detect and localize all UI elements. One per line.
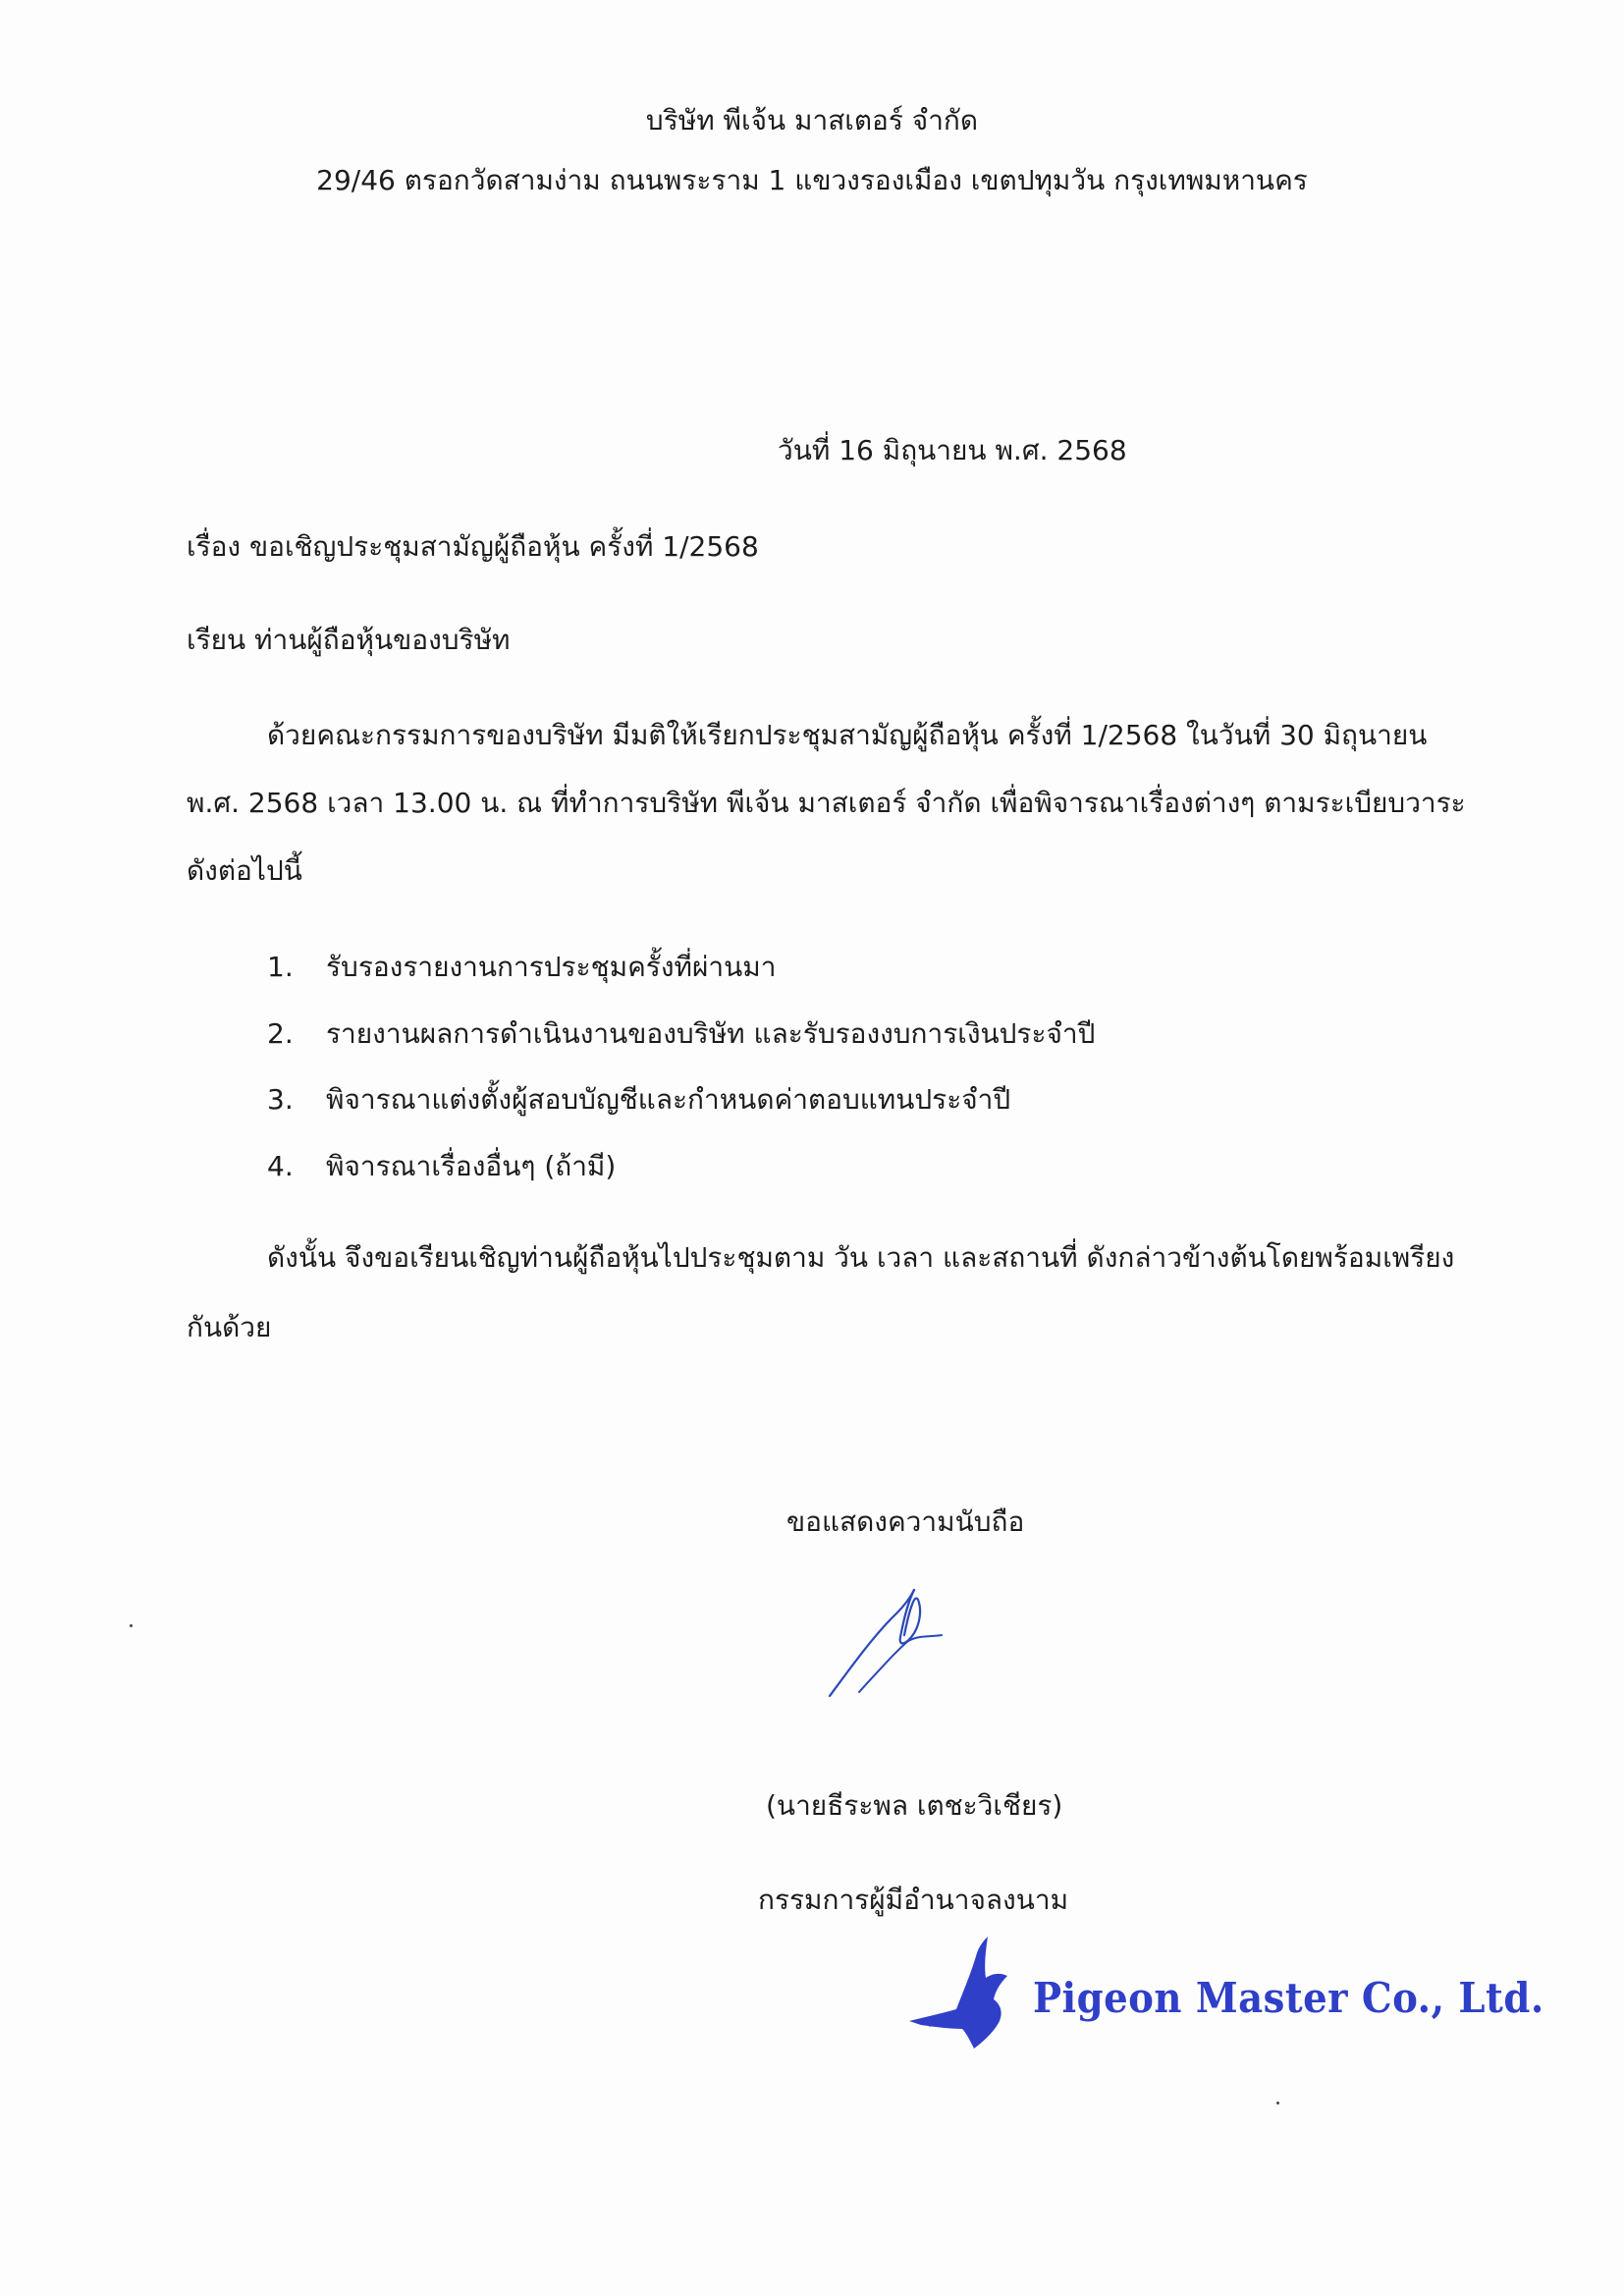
scan-speck [1276,2102,1279,2105]
company-address: 29/46 ตรอกวัดสามง่าม ถนนพระราม 1 แขวงรองเมือง เขตปทุมวัน กรุงเทพมหานคร [316,164,1308,196]
closing-line: ดังนั้น จึงขอเรียนเชิญท่านผู้ถือหุ้นไปประชุมตาม วัน เวลา และสถานที่ ดังกล่าวข้างต้นโดยพร้อมเพรียง [267,1241,1455,1274]
body-line: พ.ศ. 2568 เวลา 13.00 น. ณ ที่ทำการบริษัท พีเจ้น มาสเตอร์ จำกัด เพื่อพิจารณาเรื่องต่างๆ ตามระเบียบวาระ [187,787,1466,819]
agenda-item-number: 2. [267,1017,294,1050]
agenda-item-text: รายงานผลการดำเนินงานของบริษัท และรับรองงบการเงินประจำปี [326,1017,1096,1050]
agenda-item-text: รับรองรายงานการประชุมครั้งที่ผ่านมา [326,951,777,983]
company-logo [905,1935,1544,2062]
pigeon-icon [905,1935,1033,2062]
letter-subject: เรื่อง ขอเชิญประชุมสามัญผู้ถือหุ้น ครั้งที่ 1/2568 [187,530,759,563]
body-line: ด้วยคณะกรรมการของบริษัท มีมติให้เรียกประชุมสามัญผู้ถือหุ้น ครั้งที่ 1/2568 ในวันที่ 30 มิถุนายน [267,719,1428,751]
body-line: ดังต่อไปนี้ [187,854,302,887]
signer-name: (นายธีระพล เตชะวิเชียร) [766,1789,1063,1822]
company-name: บริษัท พีเจ้น มาสเตอร์ จำกัด [645,104,979,137]
agenda-item-number: 4. [267,1150,294,1182]
agenda-item-number: 3. [267,1083,294,1116]
signer-title: กรรมการผู้มีอำนาจลงนาม [758,1884,1069,1916]
scan-speck [130,1624,133,1627]
agenda-item-text: พิจารณาเรื่องอื่นๆ (ถ้ามี) [326,1150,617,1182]
signature-image [820,1576,947,1704]
closing-line: กันด้วย [187,1311,272,1343]
letter-recipient: เรียน ท่านผู้ถือหุ้นของบริษัท [187,624,511,656]
sign-off: ขอแสดงความนับถือ [786,1505,1025,1538]
letter-date: วันที่ 16 มิถุนายน พ.ศ. 2568 [778,434,1127,466]
logo-text: Pigeon Master Co., Ltd. [1033,1974,1544,2022]
agenda-item-text: พิจารณาแต่งตั้งผู้สอบบัญชีและกำหนดค่าตอบแทนประจำปี [326,1083,1011,1116]
agenda-item-number: 1. [267,951,294,983]
